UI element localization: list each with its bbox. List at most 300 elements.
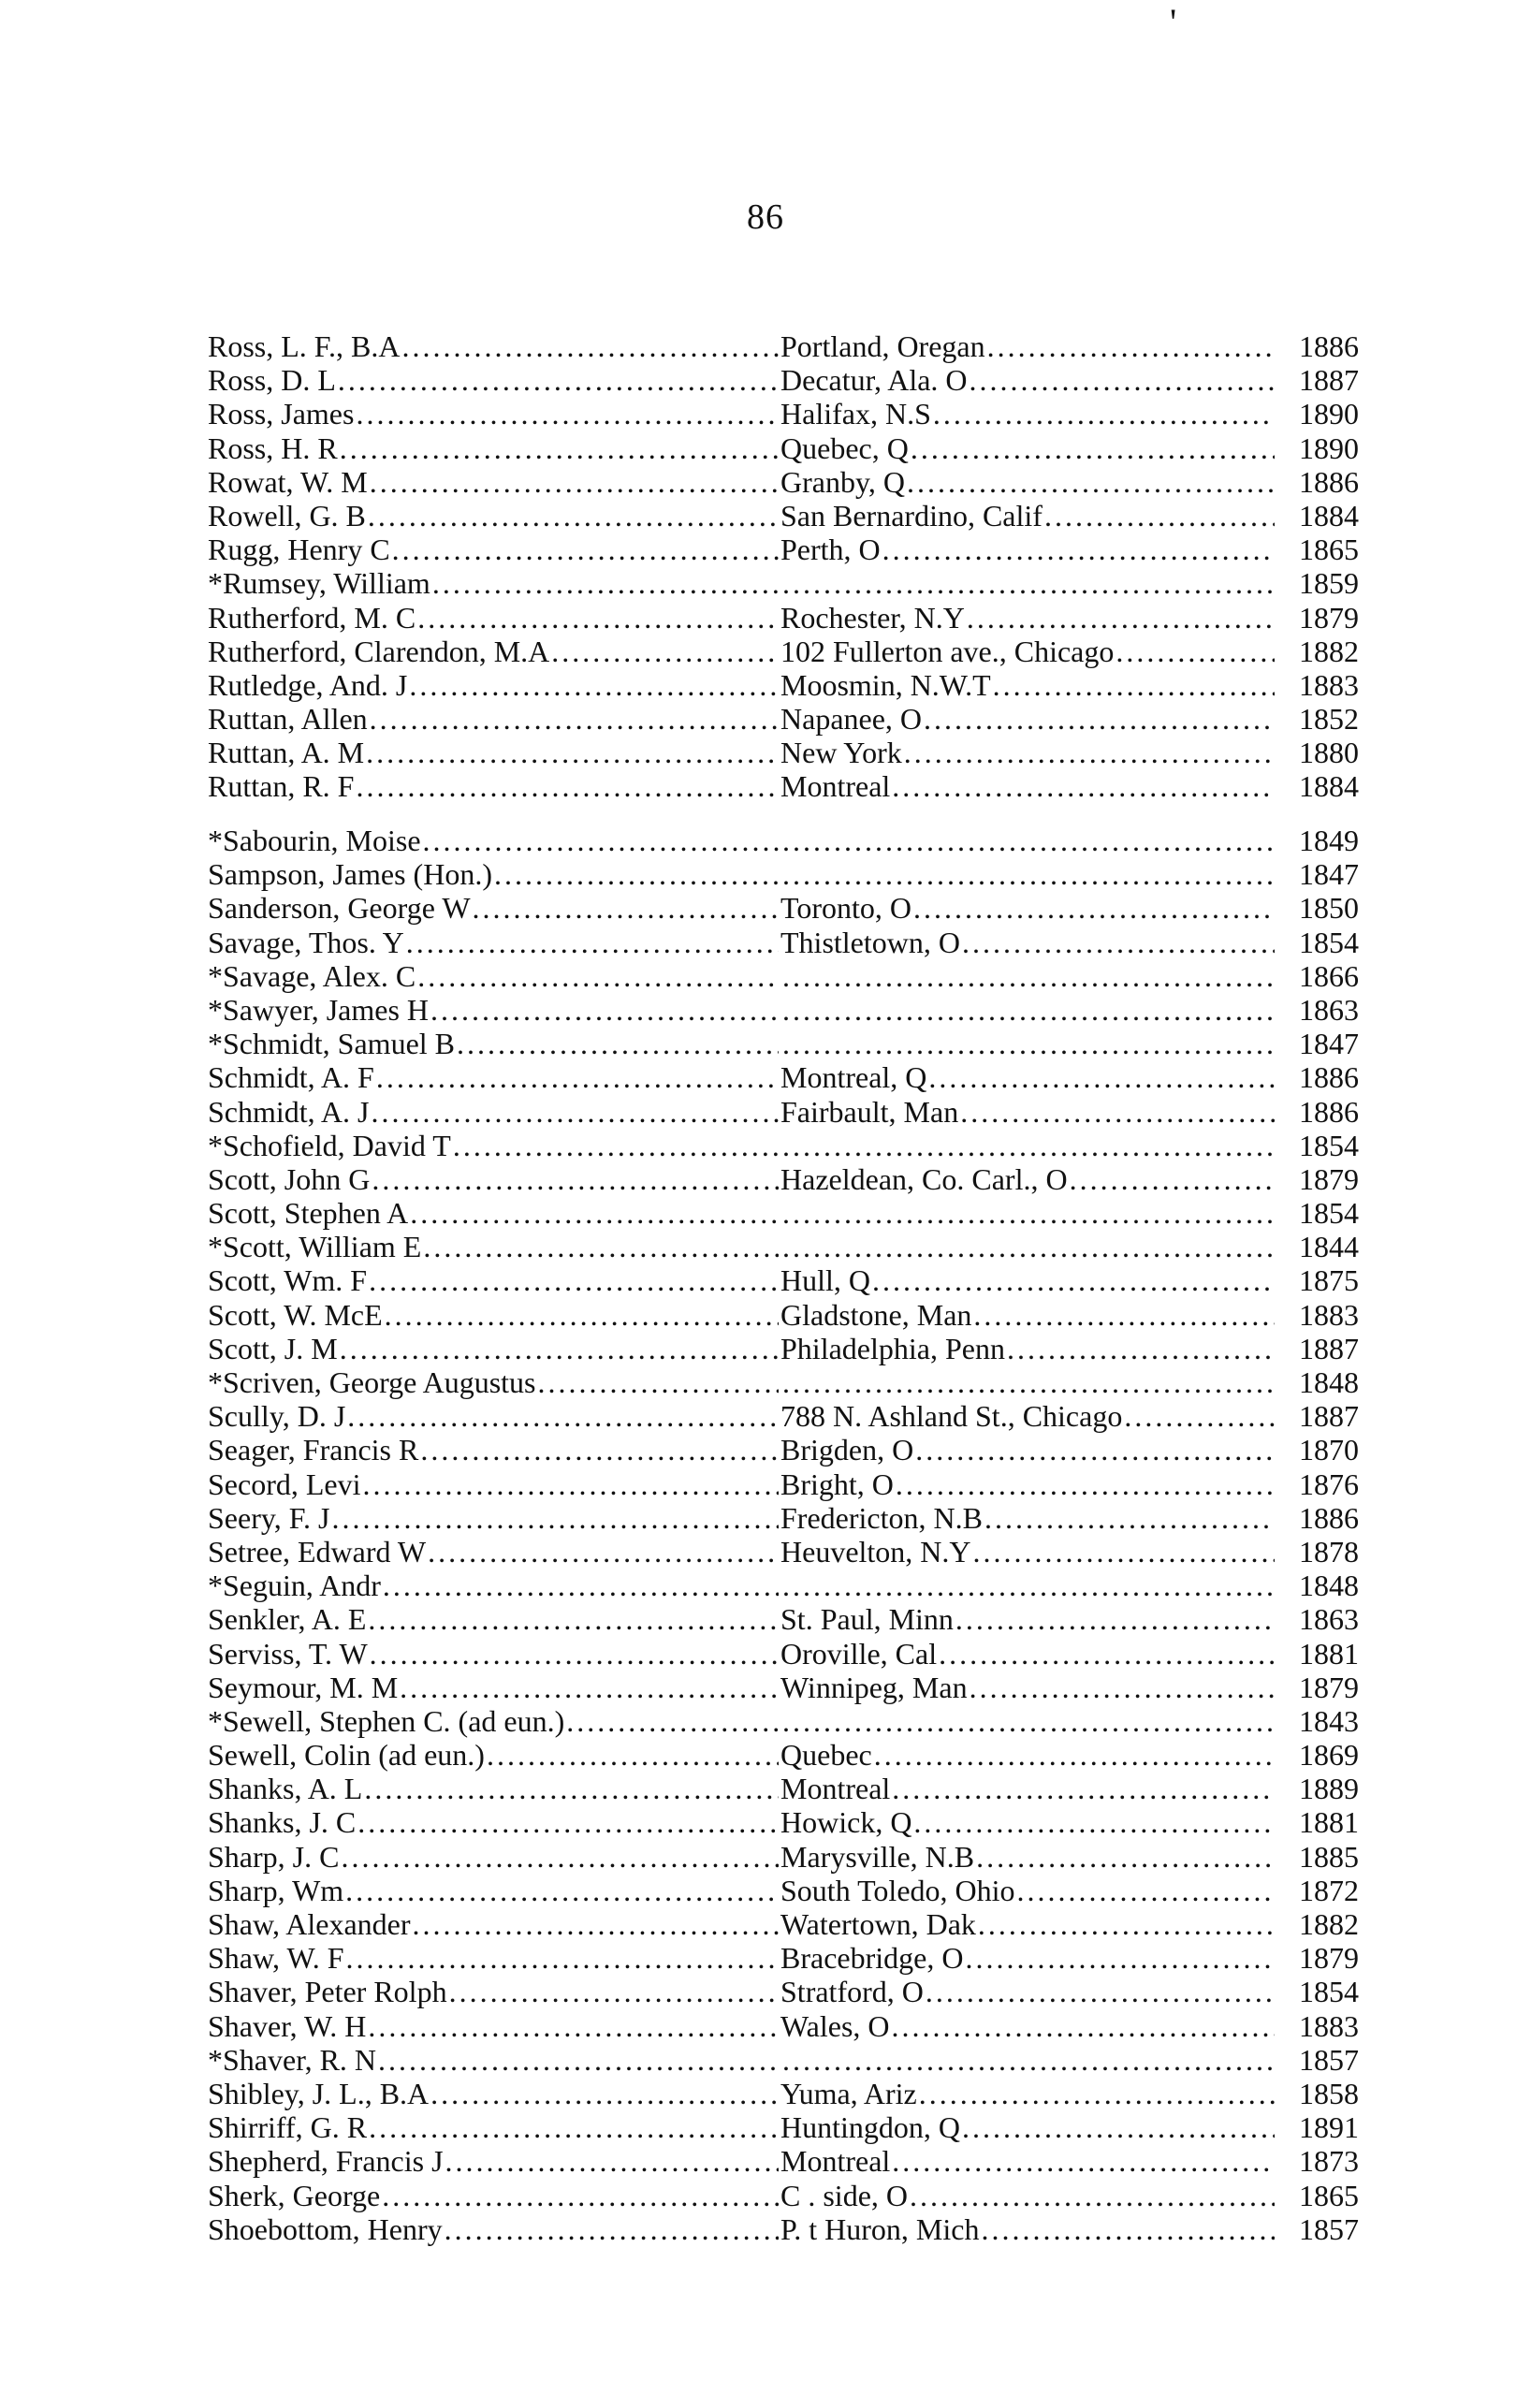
entry-place: Huntingdon, Q xyxy=(780,2110,960,2145)
leader-dots xyxy=(347,1399,779,1433)
entry-year: 1865 xyxy=(1299,2178,1359,2212)
leader-dots xyxy=(892,2009,1276,2043)
register-entry xyxy=(208,1907,1359,1941)
leader-dots xyxy=(782,1129,1275,1162)
leader-dots xyxy=(401,329,779,363)
leader-dots xyxy=(782,1196,1275,1230)
leader-dots xyxy=(370,1637,779,1671)
leader-dots xyxy=(782,857,1275,891)
leader-dots xyxy=(410,1196,779,1230)
leader-dots xyxy=(782,566,1275,600)
register-entry xyxy=(208,2144,1359,2178)
entry-place: Granby, Q xyxy=(780,464,905,499)
entry-place: Stratford, O xyxy=(780,1975,924,2009)
entry-year: 1863 xyxy=(1299,992,1359,1027)
leader-dots xyxy=(423,824,779,857)
register-entry xyxy=(208,2009,1359,2043)
entry-place: Wales, O xyxy=(780,2008,890,2043)
entry-name: Shoebottom, Henry xyxy=(208,2211,443,2246)
entry-name: Shanks, J. C xyxy=(208,1805,357,1840)
leader-dots xyxy=(874,1738,1275,1772)
entry-place: Gladstone, Man xyxy=(780,1297,972,1332)
entry-name: *Seguin, Andr xyxy=(208,1569,381,1603)
entry-place: Montreal, Q xyxy=(780,1060,927,1095)
leader-dots xyxy=(928,1060,1275,1094)
entry-year: 1884 xyxy=(1299,498,1359,533)
leader-dots xyxy=(372,1162,779,1196)
leader-dots xyxy=(432,566,779,600)
leader-dots xyxy=(782,959,1275,993)
leader-dots xyxy=(984,1501,1275,1535)
leader-dots xyxy=(368,2009,779,2043)
leader-dots xyxy=(341,1840,779,1874)
leader-dots xyxy=(368,499,779,533)
register-entry xyxy=(208,702,1359,736)
entry-place: Hull, Q xyxy=(780,1263,870,1298)
entry-place: San Bernardino, Calif xyxy=(780,498,1043,533)
leader-dots xyxy=(939,1637,1275,1671)
entry-name: Serviss, T. W xyxy=(208,1636,368,1671)
entry-name: *Shaver, R. N xyxy=(208,2042,377,2077)
leader-dots xyxy=(872,1263,1275,1297)
register-entry xyxy=(208,993,1359,1027)
register-entry xyxy=(208,2212,1359,2246)
entry-year: 1876 xyxy=(1299,1467,1359,1501)
entry-year: 1878 xyxy=(1299,1534,1359,1569)
entry-place: Toronto, O xyxy=(780,891,911,926)
leader-dots xyxy=(487,1738,779,1772)
leader-dots xyxy=(457,1027,779,1060)
entry-year: 1883 xyxy=(1299,667,1359,702)
leader-dots xyxy=(473,891,779,925)
entry-name: Rutherford, Clarendon, M.A xyxy=(208,634,550,668)
leader-dots xyxy=(915,1433,1275,1467)
entry-name: Rutherford, M. C xyxy=(208,600,416,635)
entry-name: *Savage, Alex. C xyxy=(208,958,416,993)
entry-year: 1879 xyxy=(1299,1161,1359,1196)
leader-dots xyxy=(428,1535,779,1569)
leader-dots xyxy=(913,1805,1275,1839)
register-entry xyxy=(208,1196,1359,1230)
entry-place: Montreal xyxy=(780,769,891,804)
entry-year: 1889 xyxy=(1299,1772,1359,1806)
entry-place: Decatur, Ala. O xyxy=(780,363,968,398)
entry-year: 1857 xyxy=(1299,2211,1359,2246)
register-entry xyxy=(208,1602,1359,1636)
register-entry xyxy=(208,2043,1359,2077)
leader-dots xyxy=(357,1805,779,1839)
leader-dots xyxy=(978,1907,1275,1941)
entry-place: Fredericton, N.B xyxy=(780,1500,983,1535)
leader-dots xyxy=(417,959,779,993)
register-entry xyxy=(208,1230,1359,1263)
leader-dots xyxy=(933,397,1275,431)
entry-place: Yuma, Ariz xyxy=(780,2076,917,2110)
entry-year: 1886 xyxy=(1299,464,1359,499)
entry-year: 1847 xyxy=(1299,1027,1359,1061)
corner-mark: ' xyxy=(1170,1,1177,43)
entry-place: C . side, O xyxy=(780,2178,908,2212)
entry-name: Shaver, Peter Rolph xyxy=(208,1975,447,2009)
entry-year: 1887 xyxy=(1299,363,1359,398)
leader-dots xyxy=(896,1467,1275,1501)
entry-year: 1852 xyxy=(1299,702,1359,737)
register-entry xyxy=(208,363,1359,397)
register-entry xyxy=(208,1263,1359,1297)
leader-dots xyxy=(1070,1162,1275,1196)
entry-name: Sanderson, George W xyxy=(208,891,471,926)
entry-year: 1854 xyxy=(1299,925,1359,959)
page-number: 86 xyxy=(747,197,784,237)
leader-dots xyxy=(551,635,779,668)
leader-dots xyxy=(356,769,779,803)
leader-dots xyxy=(331,1501,779,1535)
entry-place: Napanee, O xyxy=(780,702,923,737)
entry-name: Secord, Levi xyxy=(208,1467,361,1501)
register-entry xyxy=(208,1637,1359,1671)
entry-name: Ross, James xyxy=(208,397,355,431)
register-entry xyxy=(208,891,1359,925)
leader-dots xyxy=(378,2043,779,2077)
entry-name: Scott, J. M xyxy=(208,1331,338,1365)
leader-dots xyxy=(376,1060,779,1094)
entry-year: 1849 xyxy=(1299,824,1359,857)
leader-dots xyxy=(962,926,1275,959)
entry-name: Senkler, A. E xyxy=(208,1602,367,1637)
entry-name: Rowell, G. B xyxy=(208,498,366,533)
entry-year: 1843 xyxy=(1299,1703,1359,1738)
entry-name: Ross, H. R xyxy=(208,431,338,465)
entry-place: Halifax, N.S xyxy=(780,397,931,431)
leader-dots xyxy=(368,1602,779,1636)
register-entry xyxy=(208,499,1359,533)
leader-dots xyxy=(967,601,1275,635)
entry-name: Shibley, J. L., B.A xyxy=(208,2076,430,2110)
register-entry xyxy=(208,533,1359,566)
entry-place: New York xyxy=(780,736,902,770)
leader-dots xyxy=(960,1095,1275,1129)
entry-name: Seymour, M. M xyxy=(208,1670,399,1704)
entry-year: 1880 xyxy=(1299,736,1359,770)
leader-dots xyxy=(370,465,779,499)
register-entry xyxy=(208,1095,1359,1129)
register-entry xyxy=(208,769,1359,803)
leader-dots xyxy=(782,1365,1275,1399)
entry-year: 1886 xyxy=(1299,1500,1359,1535)
leader-dots xyxy=(356,397,779,431)
leader-dots xyxy=(970,363,1275,397)
entry-place: South Toledo, Ohio xyxy=(780,1873,1015,1907)
leader-dots xyxy=(453,1129,779,1162)
entry-place: Rochester, N.Y xyxy=(780,600,965,635)
register-entry xyxy=(208,1162,1359,1196)
leader-dots xyxy=(370,702,779,736)
entry-place: Brigden, O xyxy=(780,1433,914,1467)
register-entry xyxy=(208,1332,1359,1365)
leader-dots xyxy=(340,1332,779,1365)
entry-year: 1879 xyxy=(1299,600,1359,635)
leader-dots xyxy=(364,1772,779,1805)
leader-dots xyxy=(1115,635,1275,668)
leader-dots xyxy=(537,1365,779,1399)
leader-dots xyxy=(566,1704,779,1738)
leader-dots xyxy=(973,1535,1275,1569)
leader-dots xyxy=(430,993,779,1027)
entry-year: 1875 xyxy=(1299,1263,1359,1298)
entry-place: 788 N. Ashland St., Chicago xyxy=(780,1399,1123,1434)
leader-dots xyxy=(973,1298,1275,1332)
entry-name: *Sabourin, Moise xyxy=(208,824,421,857)
leader-dots xyxy=(366,736,779,769)
entry-year: 1854 xyxy=(1299,1128,1359,1162)
register-entry xyxy=(208,2110,1359,2144)
entry-name: *Scott, William E xyxy=(208,1230,422,1264)
leader-dots xyxy=(406,926,779,959)
leader-dots xyxy=(445,2144,779,2178)
register-entry xyxy=(208,1704,1359,1738)
leader-dots xyxy=(955,1602,1275,1636)
entry-year: 1890 xyxy=(1299,397,1359,431)
entry-year: 1870 xyxy=(1299,1433,1359,1467)
entry-place: Portland, Oregan xyxy=(780,329,985,363)
leader-dots xyxy=(965,1941,1275,1975)
leader-dots xyxy=(1124,1399,1275,1433)
register-entry xyxy=(208,824,1359,857)
register-entry xyxy=(208,1365,1359,1399)
entry-place: Marysville, N.B xyxy=(780,1839,975,1874)
entry-place: Watertown, Dak xyxy=(780,1907,976,1941)
register-entry xyxy=(208,601,1359,635)
entry-year: 1886 xyxy=(1299,1060,1359,1095)
entry-year: 1886 xyxy=(1299,1094,1359,1129)
leader-dots xyxy=(417,601,779,635)
entry-place: St. Paul, Minn xyxy=(780,1602,954,1637)
entry-year: 1872 xyxy=(1299,1873,1359,1907)
leader-dots xyxy=(371,1095,779,1129)
register-entry xyxy=(208,926,1359,959)
register-entry xyxy=(208,431,1359,465)
register-entry xyxy=(208,1027,1359,1060)
leader-dots xyxy=(911,431,1275,465)
leader-dots xyxy=(494,857,779,891)
leader-dots xyxy=(913,891,1275,925)
leader-dots xyxy=(413,1907,779,1941)
register-entry xyxy=(208,1738,1359,1772)
register-entry xyxy=(208,465,1359,499)
entry-year: 1844 xyxy=(1299,1230,1359,1264)
entry-name: Savage, Thos. Y xyxy=(208,925,404,959)
entry-place: Moosmin, N.W.T xyxy=(780,667,991,702)
register-entry xyxy=(208,635,1359,668)
leader-dots xyxy=(385,1298,779,1332)
entry-name: Schmidt, A. J xyxy=(208,1094,370,1129)
leader-dots xyxy=(962,2110,1275,2144)
leader-dots xyxy=(892,1772,1275,1805)
entry-year: 1891 xyxy=(1299,2110,1359,2145)
entry-year: 1850 xyxy=(1299,891,1359,926)
entry-name: Sewell, Colin (ad eun.) xyxy=(208,1738,485,1773)
entry-name: Shepherd, Francis J xyxy=(208,2144,444,2179)
entry-place: Montreal xyxy=(780,2144,891,2179)
leader-dots xyxy=(420,1433,779,1467)
entry-place: Montreal xyxy=(780,1772,891,1806)
register-entry xyxy=(208,1975,1359,2008)
leader-dots xyxy=(976,1840,1275,1874)
entry-name: Sharp, J. C xyxy=(208,1839,340,1874)
leader-dots xyxy=(409,668,779,702)
entry-name: Seager, Francis R xyxy=(208,1433,419,1467)
entry-name: Scott, Stephen A xyxy=(208,1196,409,1231)
leader-dots xyxy=(926,1975,1275,2008)
entry-year: 1847 xyxy=(1299,857,1359,892)
leader-dots xyxy=(782,1027,1275,1060)
entry-year: 1879 xyxy=(1299,1670,1359,1704)
register-entry xyxy=(208,1840,1359,1874)
entry-year: 1882 xyxy=(1299,1907,1359,1941)
leader-dots xyxy=(430,2077,779,2110)
leader-dots xyxy=(346,1941,779,1975)
entry-name: Ross, D. L xyxy=(208,363,336,398)
register-entry xyxy=(208,1433,1359,1467)
register-section-s xyxy=(208,824,1359,2246)
leader-dots xyxy=(782,1704,1275,1738)
entry-name: Schmidt, A. F xyxy=(208,1060,374,1095)
register-entry xyxy=(208,1535,1359,1569)
entry-name: Rowat, W. M xyxy=(208,464,368,499)
leader-dots xyxy=(383,1569,779,1602)
leader-dots xyxy=(782,2043,1275,2077)
entry-year: 1887 xyxy=(1299,1331,1359,1365)
leader-dots xyxy=(423,1230,779,1263)
entry-name: Ruttan, A. M xyxy=(208,736,365,770)
entry-place: Bright, O xyxy=(780,1467,894,1501)
entry-place: Bracebridge, O xyxy=(780,1941,964,1976)
entry-year: 1854 xyxy=(1299,1196,1359,1231)
entry-place: 102 Fullerton ave., Chicago xyxy=(780,634,1115,668)
leader-dots xyxy=(892,2144,1275,2178)
entry-year: 1848 xyxy=(1299,1569,1359,1603)
entry-name: *Sawyer, James H xyxy=(208,992,429,1027)
leader-dots xyxy=(882,533,1275,566)
leader-dots xyxy=(1044,499,1275,533)
leader-dots xyxy=(993,668,1275,702)
entry-name: Scott, Wm. F xyxy=(208,1263,368,1298)
entry-place: Howick, Q xyxy=(780,1805,912,1840)
entry-year: 1848 xyxy=(1299,1365,1359,1399)
register-entry xyxy=(208,1129,1359,1162)
entry-place: Oroville, Cal xyxy=(780,1636,938,1671)
entry-name: Seery, F. J xyxy=(208,1500,330,1535)
entry-year: 1866 xyxy=(1299,958,1359,993)
leader-dots xyxy=(907,465,1275,499)
entry-year: 1859 xyxy=(1299,566,1359,601)
entry-name: Rugg, Henry C xyxy=(208,533,390,567)
leader-dots xyxy=(369,2110,779,2144)
leader-dots xyxy=(782,824,1275,857)
entry-name: Ruttan, Allen xyxy=(208,702,368,737)
entry-year: 1863 xyxy=(1299,1602,1359,1637)
entry-name: Shaw, W. F xyxy=(208,1941,344,1976)
leader-dots xyxy=(1007,1332,1275,1365)
entry-place: Thistletown, O xyxy=(780,925,960,959)
leader-dots xyxy=(782,1569,1275,1602)
leader-dots xyxy=(970,1671,1275,1704)
entry-name: Shanks, A. L xyxy=(208,1772,363,1806)
leader-dots xyxy=(338,363,779,397)
entry-name: Scott, John G xyxy=(208,1161,371,1196)
leader-dots xyxy=(892,769,1275,803)
entry-place: Philadelphia, Penn xyxy=(780,1331,1005,1365)
entry-name: Sampson, James (Hon.) xyxy=(208,857,492,892)
register-entry xyxy=(208,2179,1359,2212)
register-entry xyxy=(208,668,1359,702)
leader-dots xyxy=(345,1874,779,1907)
entry-place: Hazeldean, Co. Carl., O xyxy=(780,1161,1068,1196)
entry-name: Ruttan, R. F xyxy=(208,769,355,804)
leader-dots xyxy=(782,1230,1275,1263)
entry-name: Sherk, George xyxy=(208,2178,381,2212)
register-entry xyxy=(208,959,1359,993)
entry-place: Winnipeg, Man xyxy=(780,1670,968,1704)
entry-name: *Rumsey, William xyxy=(208,566,430,601)
leader-dots xyxy=(445,2212,779,2246)
entry-name: *Schmidt, Samuel B xyxy=(208,1027,455,1061)
register-entry xyxy=(208,1941,1359,1975)
register-entry xyxy=(208,1772,1359,1805)
register-entry xyxy=(208,1399,1359,1433)
entry-name: *Sewell, Stephen C. (ad eun.) xyxy=(208,1703,565,1738)
entry-name: Shirriff, G. R xyxy=(208,2110,368,2145)
entry-place: P. t Huron, Mich xyxy=(780,2211,980,2246)
entry-year: 1886 xyxy=(1299,329,1359,363)
entry-place: Quebec xyxy=(780,1738,872,1773)
entry-year: 1881 xyxy=(1299,1636,1359,1671)
leader-dots xyxy=(904,736,1275,769)
entry-name: Setree, Edward W xyxy=(208,1534,427,1569)
entry-name: Shaw, Alexander xyxy=(208,1907,411,1941)
register-entry xyxy=(208,1467,1359,1501)
register-entry xyxy=(208,1501,1359,1535)
leader-dots xyxy=(924,702,1275,736)
leader-dots xyxy=(340,431,779,465)
entry-name: Sharp, Wm xyxy=(208,1873,344,1907)
register-entry xyxy=(208,397,1359,431)
entry-year: 1869 xyxy=(1299,1738,1359,1773)
entry-place: Quebec, Q xyxy=(780,431,909,465)
register-entry xyxy=(208,736,1359,769)
entry-year: 1885 xyxy=(1299,1839,1359,1874)
register-entry xyxy=(208,1569,1359,1602)
leader-dots xyxy=(910,2179,1275,2212)
register-entry xyxy=(208,1874,1359,1907)
entry-name: *Scriven, George Augustus xyxy=(208,1365,536,1399)
leader-dots xyxy=(363,1467,780,1501)
leader-dots xyxy=(369,1263,779,1297)
entry-name: *Schofield, David T xyxy=(208,1128,451,1162)
register-entry xyxy=(208,566,1359,600)
register-entry xyxy=(208,1805,1359,1839)
entry-place: Perth, O xyxy=(780,533,881,567)
register-entry xyxy=(208,1060,1359,1094)
leader-dots xyxy=(987,329,1275,363)
leader-dots xyxy=(981,2212,1275,2246)
entry-name: Scully, D. J xyxy=(208,1399,346,1434)
entry-year: 1883 xyxy=(1299,1297,1359,1332)
register-section-r xyxy=(208,329,1359,804)
register-entry xyxy=(208,2077,1359,2110)
entry-year: 1882 xyxy=(1299,634,1359,668)
entry-name: Shaver, W. H xyxy=(208,2008,367,2043)
